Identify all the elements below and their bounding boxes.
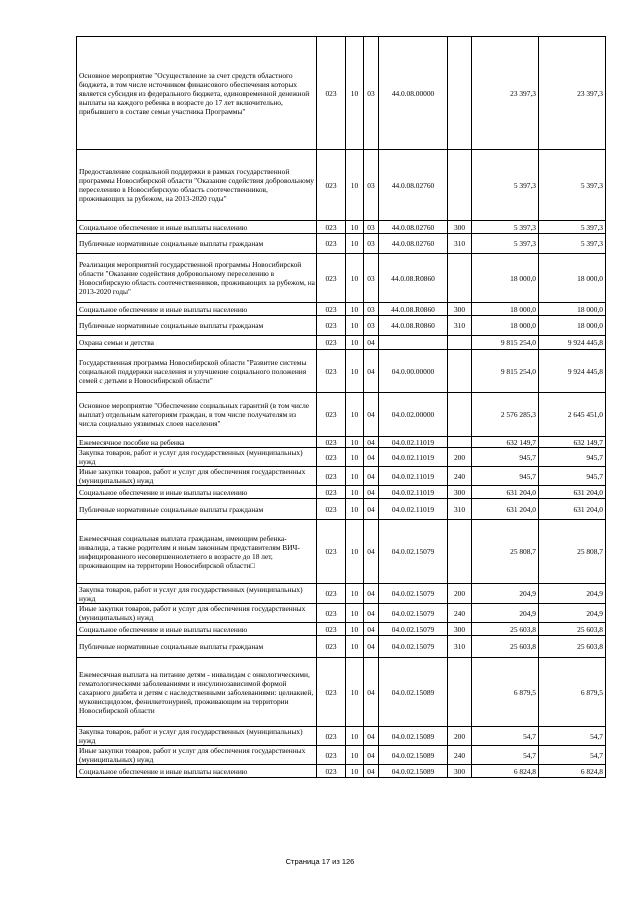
target-article-cell: 04.0.02.11019 [379, 467, 448, 486]
target-article-cell: 04.0.02.11019 [379, 499, 448, 520]
amount-year2-cell: 25 808,7 [539, 520, 606, 584]
subsection-code-cell: 03 [364, 37, 379, 150]
expense-type-cell: 310 [448, 316, 472, 336]
expense-type-cell [448, 520, 472, 584]
section-code-cell: 10 [346, 221, 364, 234]
expense-type-cell [448, 254, 472, 303]
table-row [77, 486, 606, 499]
target-article-cell: 04.0.02.15079 [379, 623, 448, 636]
subsection-code-cell: 03 [364, 316, 379, 336]
amount-year1-cell: 204,9 [472, 604, 539, 623]
table-row [77, 150, 606, 221]
subsection-code-cell: 03 [364, 254, 379, 303]
expense-type-cell: 200 [448, 727, 472, 746]
subsection-code-cell: 04 [364, 486, 379, 499]
table-row [77, 604, 606, 623]
target-article-cell: 04.0.02.15079 [379, 520, 448, 584]
row-name-cell: Ежемесячная выплата на питание детям - инвалидам с онкологическими, гематологическими заболеваниями и инсулинозависимой формой сахарного диабета и детям с наследственными заболеваниями: целиакией, муковисцидозом, фенилкетонурией, проживающим на территории Новосибирской области [77, 658, 317, 727]
row-name-cell: Публичные нормативные социальные выплаты гражданам [77, 316, 317, 336]
amount-year1-cell: 23 397,3 [472, 37, 539, 150]
subsection-code-cell: 04 [364, 604, 379, 623]
subsection-code-cell: 04 [364, 746, 379, 765]
target-article-cell: 44.0.08.00000 [379, 37, 448, 150]
section-code-cell: 10 [346, 467, 364, 486]
table-row [77, 437, 606, 448]
row-name-cell: Государственная программа Новосибирской области "Развитие системы социальной поддержки населения и улучшение социального положения семей с детьми в Новосибирской области" [77, 350, 317, 393]
section-code-cell: 10 [346, 520, 364, 584]
table-row [77, 350, 606, 393]
section-code-cell: 10 [346, 499, 364, 520]
expense-type-cell: 310 [448, 499, 472, 520]
target-article-cell: 44.0.08.R0860 [379, 316, 448, 336]
subsection-code-cell: 04 [364, 520, 379, 584]
subsection-code-cell: 03 [364, 234, 379, 254]
grbs-code-cell: 023 [317, 727, 346, 746]
table-row [77, 316, 606, 336]
row-name-cell: Закупка товаров, работ и услуг для государственных (муниципальных) нужд [77, 584, 317, 604]
row-name-cell: Иные закупки товаров, работ и услуг для обеспечения государственных (муниципальных) нужд [77, 467, 317, 486]
section-code-cell: 10 [346, 623, 364, 636]
amount-year2-cell: 18 000,0 [539, 254, 606, 303]
section-code-cell: 10 [346, 486, 364, 499]
expense-type-cell: 300 [448, 303, 472, 316]
expense-type-cell: 310 [448, 234, 472, 254]
section-code-cell: 10 [346, 303, 364, 316]
table-row [77, 499, 606, 520]
grbs-code-cell: 023 [317, 486, 346, 499]
amount-year2-cell: 6 879,5 [539, 658, 606, 727]
amount-year1-cell: 6 879,5 [472, 658, 539, 727]
expense-type-cell [448, 336, 472, 350]
expense-type-cell: 300 [448, 623, 472, 636]
amount-year2-cell: 18 000,0 [539, 303, 606, 316]
table-row [77, 520, 606, 584]
amount-year2-cell: 54,7 [539, 727, 606, 746]
grbs-code-cell: 023 [317, 316, 346, 336]
expense-type-cell [448, 37, 472, 150]
section-code-cell: 10 [346, 234, 364, 254]
grbs-code-cell: 023 [317, 303, 346, 316]
grbs-code-cell: 023 [317, 336, 346, 350]
amount-year1-cell: 54,7 [472, 727, 539, 746]
amount-year1-cell: 5 397,3 [472, 234, 539, 254]
amount-year1-cell: 25 603,8 [472, 623, 539, 636]
target-article-cell: 04.0.02.11019 [379, 437, 448, 448]
expense-type-cell: 240 [448, 467, 472, 486]
subsection-code-cell: 03 [364, 150, 379, 221]
amount-year1-cell: 945,7 [472, 467, 539, 486]
amount-year2-cell: 204,9 [539, 604, 606, 623]
expense-type-cell [448, 393, 472, 437]
table-row [77, 303, 606, 316]
subsection-code-cell: 04 [364, 623, 379, 636]
amount-year1-cell: 25 603,8 [472, 636, 539, 658]
amount-year2-cell: 18 000,0 [539, 316, 606, 336]
section-code-cell: 10 [346, 765, 364, 778]
table-row [77, 254, 606, 303]
target-article-cell: 44.0.08.R0860 [379, 303, 448, 316]
grbs-code-cell: 023 [317, 37, 346, 150]
grbs-code-cell: 023 [317, 746, 346, 765]
subsection-code-cell: 04 [364, 499, 379, 520]
expense-type-cell: 240 [448, 746, 472, 765]
grbs-code-cell: 023 [317, 437, 346, 448]
target-article-cell: 04.0.02.15079 [379, 584, 448, 604]
row-name-cell: Основное мероприятие "Обеспечение социальных гарантий (в том числе выплат) отдельным категориям граждан, в том числе получателям из числа социально уязвимых слоев населения" [77, 393, 317, 437]
row-name-cell: Ежемесячное пособие на ребенка [77, 437, 317, 448]
grbs-code-cell: 023 [317, 254, 346, 303]
row-name-cell: Иные закупки товаров, работ и услуг для обеспечения государственных (муниципальных) нужд [77, 604, 317, 623]
section-code-cell: 10 [346, 746, 364, 765]
expense-type-cell: 310 [448, 636, 472, 658]
row-name-cell: Предоставление социальной поддержки в рамках государственной программы Новосибирской области "Оказание содействия добровольному переселению в Новосибирскую область соотечественников, проживающих за рубежом, на 2013-2020 годы" [77, 150, 317, 221]
amount-year1-cell: 25 808,7 [472, 520, 539, 584]
expense-type-cell: 300 [448, 765, 472, 778]
amount-year1-cell: 18 000,0 [472, 316, 539, 336]
table-row [77, 765, 606, 778]
section-code-cell: 10 [346, 150, 364, 221]
amount-year2-cell: 54,7 [539, 746, 606, 765]
row-name-cell: Основное мероприятие "Осуществление за счет средств областного бюджета, в том числе источником финансового обеспечения которых является субсидия из федерального бюджета, единовременной денежной выплаты на каждого ребенка в возрасте до 17 лет включительно, прибывшего в составе семьи участника Программы" [77, 37, 317, 150]
subsection-code-cell: 04 [364, 584, 379, 604]
table-row [77, 623, 606, 636]
grbs-code-cell: 023 [317, 234, 346, 254]
row-name-cell: Публичные нормативные социальные выплаты гражданам [77, 636, 317, 658]
grbs-code-cell: 023 [317, 636, 346, 658]
subsection-code-cell: 03 [364, 303, 379, 316]
subsection-code-cell: 04 [364, 393, 379, 437]
grbs-code-cell: 023 [317, 448, 346, 467]
row-name-cell: Реализация мероприятий государственной программы Новосибирской области "Оказание содействия добровольному переселению в Новосибирскую область соотечественников, проживающих за рубежом, на 2013-2020 годы" [77, 254, 317, 303]
table-row [77, 467, 606, 486]
amount-year2-cell: 25 603,8 [539, 636, 606, 658]
row-name-cell: Социальное обеспечение и иные выплаты населению [77, 303, 317, 316]
amount-year2-cell: 2 645 451,0 [539, 393, 606, 437]
target-article-cell: 04.0.00.00000 [379, 350, 448, 393]
amount-year2-cell: 5 397,3 [539, 234, 606, 254]
amount-year1-cell: 945,7 [472, 448, 539, 467]
expense-type-cell: 200 [448, 448, 472, 467]
target-article-cell: 04.0.02.15079 [379, 604, 448, 623]
subsection-code-cell: 04 [364, 765, 379, 778]
target-article-cell: 44.0.08.R0860 [379, 254, 448, 303]
section-code-cell: 10 [346, 636, 364, 658]
subsection-code-cell: 04 [364, 437, 379, 448]
section-code-cell: 10 [346, 393, 364, 437]
row-name-cell: Ежемесячная социальная выплата гражданам, имеющим ребенка-инвалида, а также родителям и иным законным представителям ВИЧ-инфицированного несовершеннолетнего в возрасте до 18 лет, проживающим на территории Новосибирской области□ [77, 520, 317, 584]
amount-year1-cell: 5 397,3 [472, 150, 539, 221]
expense-type-cell [448, 350, 472, 393]
table-row [77, 234, 606, 254]
amount-year1-cell: 9 815 254,0 [472, 336, 539, 350]
amount-year1-cell: 6 824,8 [472, 765, 539, 778]
grbs-code-cell: 023 [317, 520, 346, 584]
amount-year2-cell: 204,9 [539, 584, 606, 604]
budget-table [76, 36, 606, 778]
grbs-code-cell: 023 [317, 765, 346, 778]
row-name-cell: Публичные нормативные социальные выплаты гражданам [77, 234, 317, 254]
amount-year1-cell: 5 397,3 [472, 221, 539, 234]
amount-year2-cell: 631 204,0 [539, 486, 606, 499]
grbs-code-cell: 023 [317, 221, 346, 234]
section-code-cell: 10 [346, 37, 364, 150]
subsection-code-cell: 03 [364, 221, 379, 234]
target-article-cell: 44.0.08.02760 [379, 234, 448, 254]
target-article-cell: 44.0.08.02760 [379, 221, 448, 234]
amount-year1-cell: 632 149,7 [472, 437, 539, 448]
subsection-code-cell: 04 [364, 336, 379, 350]
amount-year1-cell: 18 000,0 [472, 254, 539, 303]
row-name-cell: Социальное обеспечение и иные выплаты населению [77, 623, 317, 636]
section-code-cell: 10 [346, 254, 364, 303]
expense-type-cell [448, 150, 472, 221]
table-row [77, 658, 606, 727]
row-name-cell: Социальное обеспечение и иные выплаты населению [77, 765, 317, 778]
target-article-cell: 44.0.08.02760 [379, 150, 448, 221]
row-name-cell: Социальное обеспечение и иные выплаты населению [77, 221, 317, 234]
amount-year2-cell: 632 149,7 [539, 437, 606, 448]
grbs-code-cell: 023 [317, 584, 346, 604]
table-row [77, 336, 606, 350]
subsection-code-cell: 04 [364, 448, 379, 467]
table-row [77, 746, 606, 765]
grbs-code-cell: 023 [317, 623, 346, 636]
table-row [77, 584, 606, 604]
table-row [77, 727, 606, 746]
target-article-cell: 04.0.02.11019 [379, 486, 448, 499]
row-name-cell: Закупка товаров, работ и услуг для государственных (муниципальных) нужд [77, 448, 317, 467]
amount-year2-cell: 6 824,8 [539, 765, 606, 778]
expense-type-cell: 240 [448, 604, 472, 623]
grbs-code-cell: 023 [317, 350, 346, 393]
table-row [77, 393, 606, 437]
amount-year2-cell: 5 397,3 [539, 150, 606, 221]
amount-year2-cell: 9 924 445,8 [539, 336, 606, 350]
section-code-cell: 10 [346, 437, 364, 448]
amount-year2-cell: 945,7 [539, 448, 606, 467]
page-number: Страница 17 из 126 [285, 857, 355, 866]
row-name-cell: Закупка товаров, работ и услуг для государственных (муниципальных) нужд [77, 727, 317, 746]
target-article-cell: 04.0.02.15089 [379, 765, 448, 778]
amount-year1-cell: 631 204,0 [472, 499, 539, 520]
section-code-cell: 10 [346, 584, 364, 604]
section-code-cell: 10 [346, 316, 364, 336]
table-row [77, 448, 606, 467]
target-article-cell: 04.0.02.15089 [379, 746, 448, 765]
row-name-cell: Иные закупки товаров, работ и услуг для обеспечения государственных (муниципальных) нужд [77, 746, 317, 765]
row-name-cell: Охрана семьи и детства [77, 336, 317, 350]
target-article-cell: 04.0.02.11019 [379, 448, 448, 467]
amount-year1-cell: 18 000,0 [472, 303, 539, 316]
grbs-code-cell: 023 [317, 467, 346, 486]
target-article-cell: 04.0.02.15089 [379, 658, 448, 727]
grbs-code-cell: 023 [317, 658, 346, 727]
subsection-code-cell: 04 [364, 467, 379, 486]
expense-type-cell: 300 [448, 486, 472, 499]
target-article-cell: 04.0.02.15079 [379, 636, 448, 658]
subsection-code-cell: 04 [364, 350, 379, 393]
amount-year1-cell: 204,9 [472, 584, 539, 604]
section-code-cell: 10 [346, 350, 364, 393]
subsection-code-cell: 04 [364, 658, 379, 727]
grbs-code-cell: 023 [317, 393, 346, 437]
amount-year2-cell: 631 204,0 [539, 499, 606, 520]
amount-year1-cell: 54,7 [472, 746, 539, 765]
expense-type-cell [448, 658, 472, 727]
section-code-cell: 10 [346, 727, 364, 746]
target-article-cell: 04.0.02.15089 [379, 727, 448, 746]
expense-type-cell: 300 [448, 221, 472, 234]
target-article-cell [379, 336, 448, 350]
expense-type-cell: 200 [448, 584, 472, 604]
subsection-code-cell: 04 [364, 727, 379, 746]
amount-year1-cell: 2 576 285,3 [472, 393, 539, 437]
section-code-cell: 10 [346, 336, 364, 350]
grbs-code-cell: 023 [317, 604, 346, 623]
amount-year2-cell: 9 924 445,8 [539, 350, 606, 393]
grbs-code-cell: 023 [317, 150, 346, 221]
section-code-cell: 10 [346, 604, 364, 623]
row-name-cell: Публичные нормативные социальные выплаты гражданам [77, 499, 317, 520]
amount-year2-cell: 5 397,3 [539, 221, 606, 234]
amount-year2-cell: 945,7 [539, 467, 606, 486]
table-row [77, 37, 606, 150]
amount-year1-cell: 9 815 254,0 [472, 350, 539, 393]
table-row [77, 636, 606, 658]
target-article-cell: 04.0.02.00000 [379, 393, 448, 437]
row-name-cell: Социальное обеспечение и иные выплаты населению [77, 486, 317, 499]
amount-year1-cell: 631 204,0 [472, 486, 539, 499]
grbs-code-cell: 023 [317, 499, 346, 520]
subsection-code-cell: 04 [364, 636, 379, 658]
amount-year2-cell: 25 603,8 [539, 623, 606, 636]
table-row [77, 221, 606, 234]
expense-type-cell [448, 437, 472, 448]
section-code-cell: 10 [346, 448, 364, 467]
section-code-cell: 10 [346, 658, 364, 727]
amount-year2-cell: 23 397,3 [539, 37, 606, 150]
